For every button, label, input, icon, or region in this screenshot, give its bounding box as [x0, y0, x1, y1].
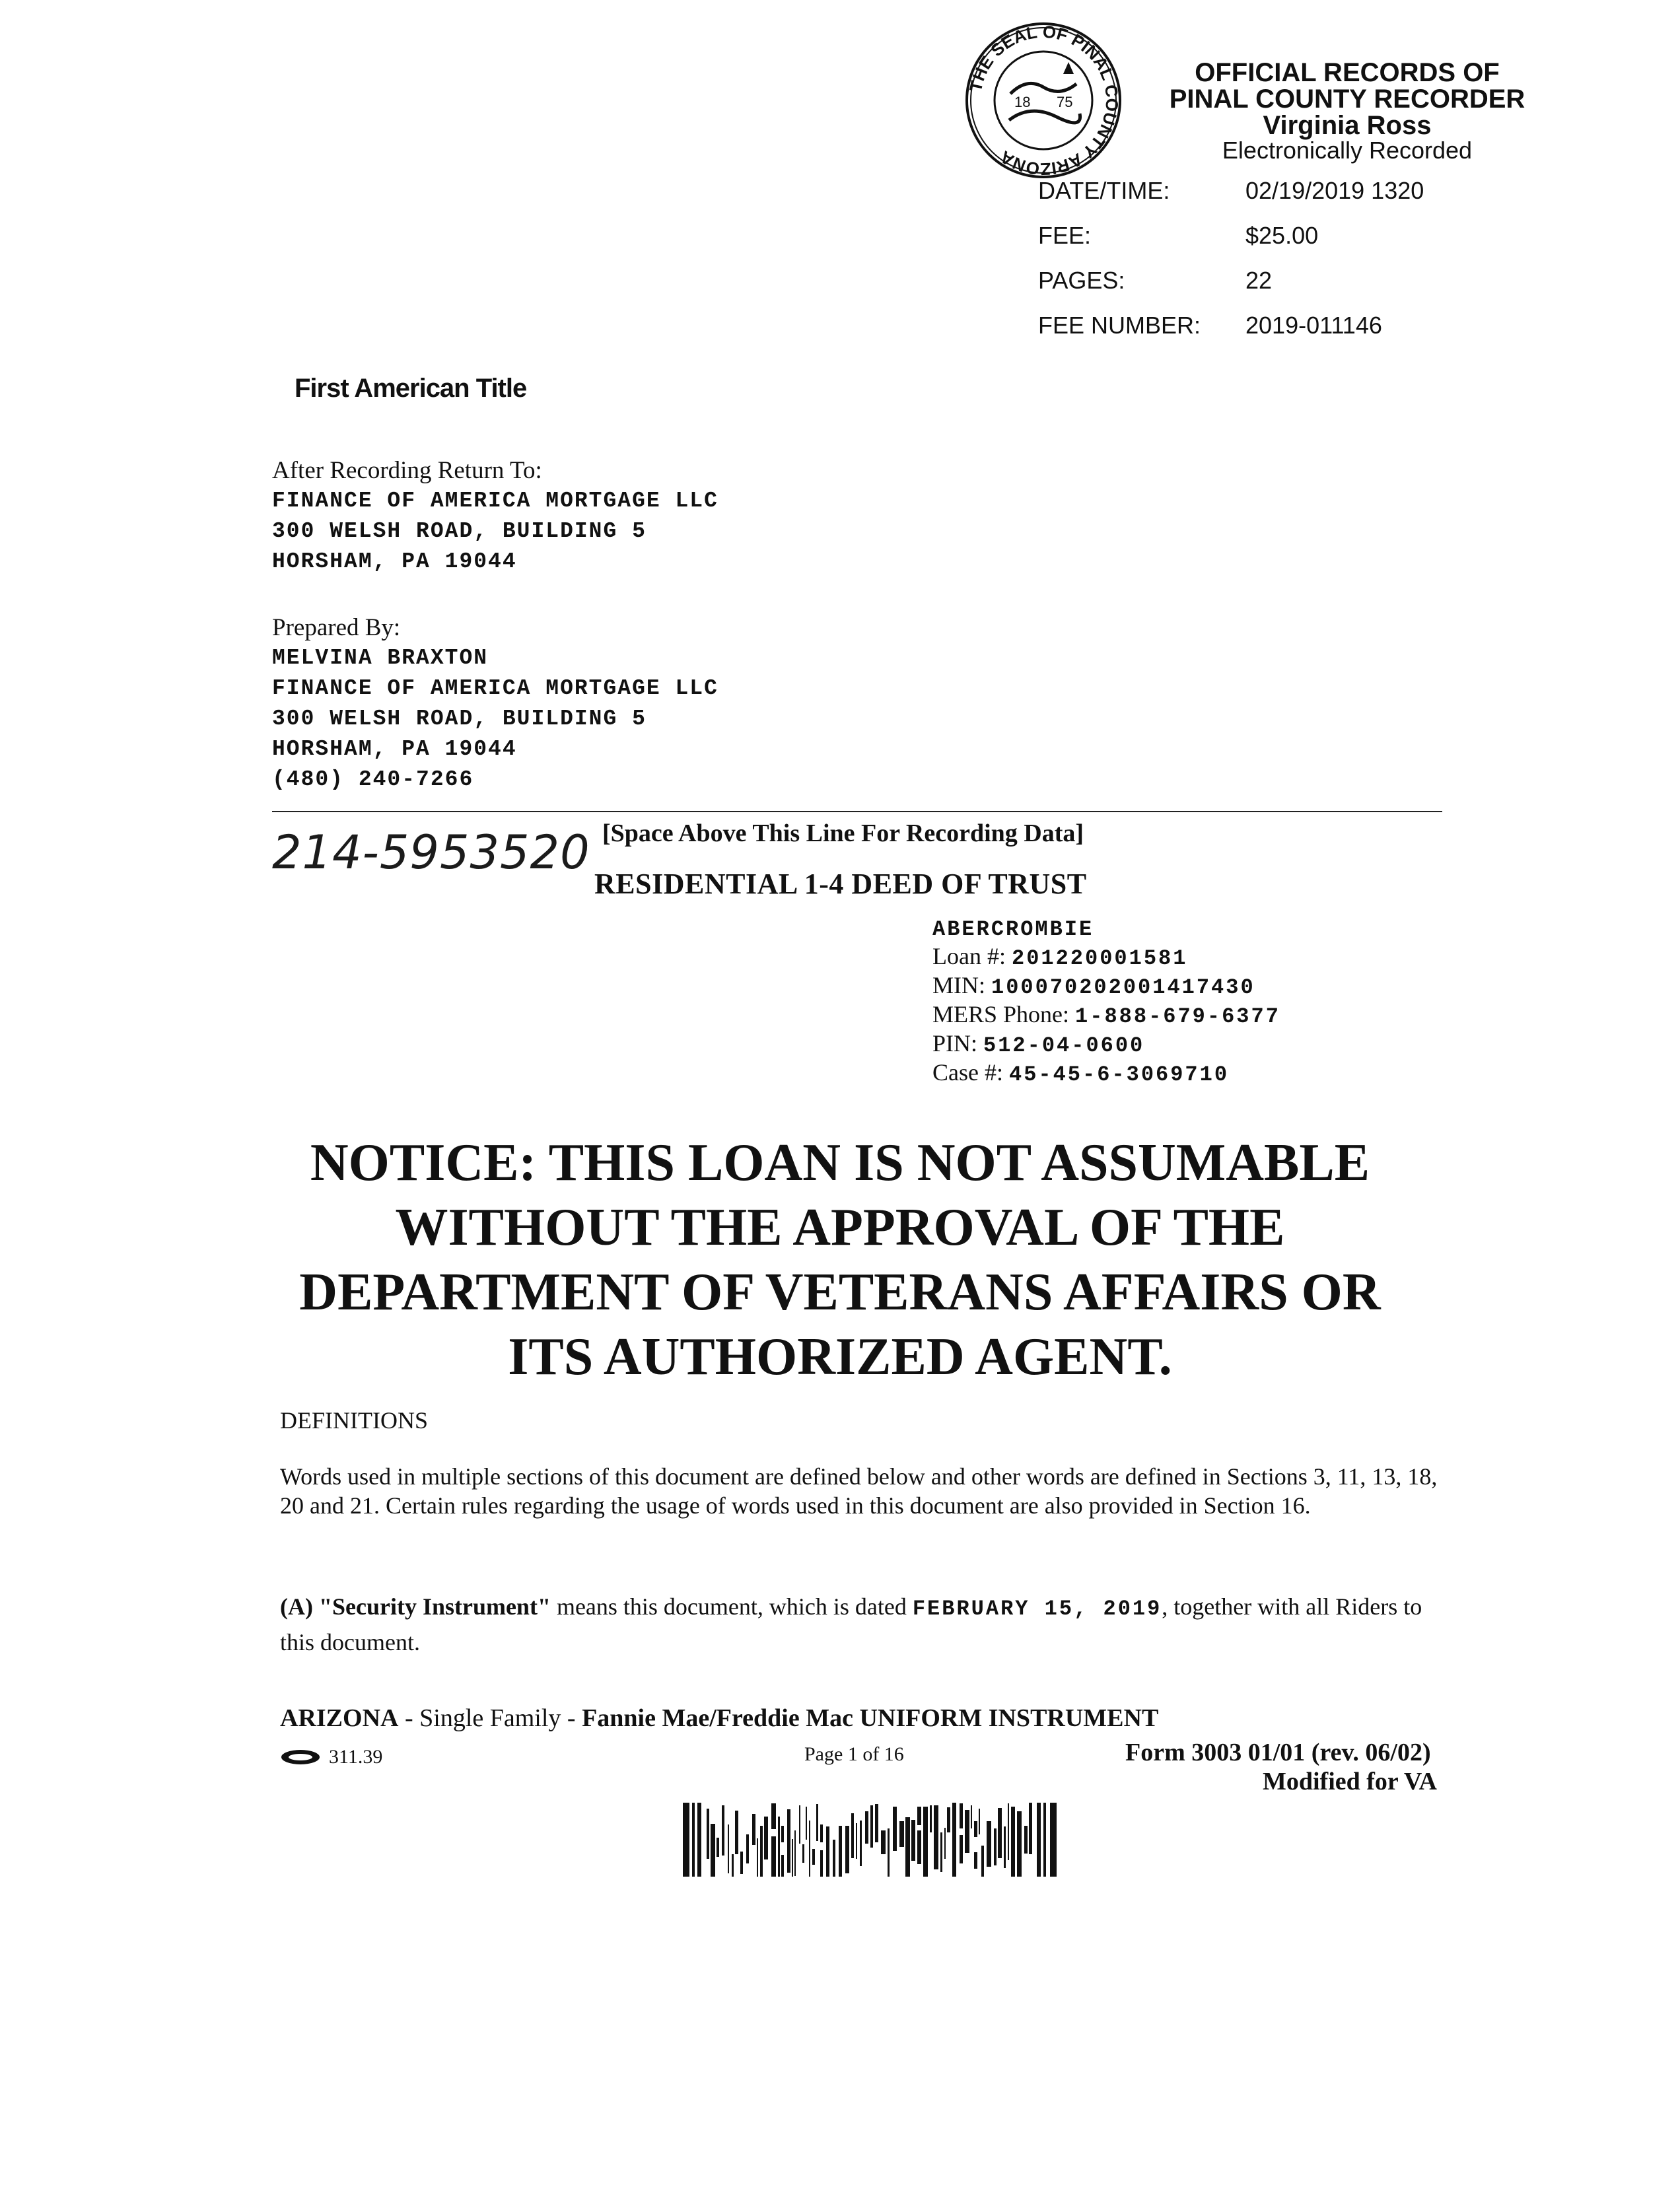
barcode-icon [683, 1803, 1058, 1877]
definitions-intro: Words used in multiple sections of this document are defined below and other words are defined in Sections 3, 11, 13, 18, 20 and 21. Certain rules regarding the usage of words used in this document are also provided in Section 16. [280, 1463, 1438, 1519]
meta-value-fee-number: 2019-011146 [1245, 312, 1382, 339]
return-to-line-2: 300 WELSH ROAD, BUILDING 5 [272, 519, 647, 543]
space-above-note: [Space Above This Line For Recording Data] [602, 819, 1084, 847]
recorder-line-2: PINAL COUNTY RECORDER [1169, 85, 1525, 114]
document-title: RESIDENTIAL 1-4 DEED OF TRUST [594, 868, 1087, 900]
case-number: Case #: 45-45-6-3069710 [932, 1059, 1230, 1087]
form-code: 311.39 [329, 1746, 383, 1768]
loan-number: Loan #: 201220001581 [932, 943, 1188, 971]
borrower-name: ABERCROMBIE [932, 917, 1094, 942]
handwritten-number: 214-5953520 [272, 825, 590, 880]
form-logo-icon [280, 1749, 321, 1766]
form-footer-title: ARIZONA - Single Family - Fannie Mae/Freddie Mac UNIFORM INSTRUMENT [280, 1704, 1159, 1732]
return-to-line-1: FINANCE OF AMERICA MORTGAGE LLC [272, 489, 718, 513]
prepared-by-phone: (480) 240-7266 [272, 767, 474, 792]
min-number: MIN: 100070202001417430 [932, 972, 1255, 1000]
return-to-heading: After Recording Return To: [272, 457, 542, 484]
prepared-by-line-2: 300 WELSH ROAD, BUILDING 5 [272, 707, 647, 731]
recording-data-divider [272, 811, 1442, 812]
prepared-by-name: MELVINA BRAXTON [272, 646, 489, 670]
prepared-by-block [272, 613, 718, 795]
page-number: Page 1 of 16 [804, 1743, 904, 1765]
security-instrument-definition: (A) "Security Instrument" means this document, which is dated FEBRUARY 15, 2019, together with all Riders to this document. [280, 1593, 1422, 1655]
form-number: Form 3003 01/01 (rev. 06/02) [1125, 1739, 1431, 1766]
notice-line-2: WITHOUT THE APPROVAL OF THE [395, 1198, 1285, 1257]
mers-phone: MERS Phone: 1-888-679-6377 [932, 1001, 1280, 1029]
meta-value-pages: 22 [1245, 267, 1273, 294]
modified-note: Modified for VA [1263, 1768, 1437, 1795]
svg-text:18: 18 [1014, 94, 1031, 110]
notice-line-1: NOTICE: THIS LOAN IS NOT ASSUMABLE [310, 1134, 1370, 1192]
notice-line-3: DEPARTMENT OF VETERANS AFFAIRS OR [299, 1263, 1381, 1321]
prepared-by-line-3: HORSHAM, PA 19044 [272, 737, 517, 761]
notice-line-4: ITS AUTHORIZED AGENT. [508, 1328, 1172, 1386]
svg-text:THE SEAL OF PINAL COUNTY ARIZO: THE SEAL OF PINAL COUNTY ARIZONA [965, 21, 1123, 180]
meta-value-datetime: 02/19/2019 1320 [1245, 177, 1424, 204]
assumability-notice [198, 1130, 1482, 1389]
company-stamp: First American Title [295, 374, 527, 403]
meta-label-pages: PAGES: [1038, 267, 1125, 294]
meta-label-datetime: DATE/TIME: [1038, 177, 1170, 204]
recorder-line-4: Electronically Recorded [1222, 137, 1473, 164]
return-to-block [272, 456, 718, 577]
county-seal-icon [964, 21, 1123, 180]
prepared-by-line-1: FINANCE OF AMERICA MORTGAGE LLC [272, 676, 718, 701]
meta-value-fee: $25.00 [1245, 222, 1319, 249]
pin-number: PIN: 512-04-0600 [932, 1030, 1145, 1058]
svg-text:75: 75 [1057, 94, 1073, 110]
return-to-line-3: HORSHAM, PA 19044 [272, 549, 517, 574]
recorder-name: Virginia Ross [1263, 111, 1432, 140]
meta-label-fee-number: FEE NUMBER: [1038, 312, 1201, 339]
prepared-by-heading: Prepared By: [272, 614, 401, 641]
meta-label-fee: FEE: [1038, 222, 1092, 249]
definitions-heading: DEFINITIONS [280, 1407, 428, 1434]
recorder-line-1: OFFICIAL RECORDS OF [1195, 58, 1500, 87]
